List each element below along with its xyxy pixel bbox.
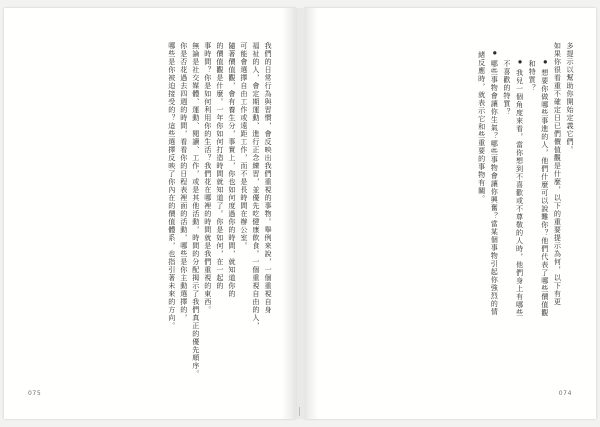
text-column: 我們的日常行為與習慣，會反映出我們重視的事物。舉例來說，一個重視自身 [264,42,273,314]
text-column: 可能會選擇自由工作或遠距工作，而不是長時間在辦公室。 [239,42,249,250]
text-column: 隨著價值觀，會有養生分，事實上，你也如何度過你的時間，就知道你的 [227,42,237,298]
page-left [4,8,296,419]
text-column: 緒反應時，就表示它和些重要的事物有關。 [477,51,487,203]
page-right-textblock [320,42,574,362]
spine-tick-mark [299,407,300,416]
text-column: ● 想要你做哪些事進的人，他們什麼可以說難你？他們代表了哪些價值觀 [541,42,548,380]
book-spine [297,8,304,419]
text-column: 不喜歡的特質？ [502,60,512,116]
text-column: 哪些是你被迫接受的？這些選擇反映了你內在的價值體系，也指引著未來的方向。 [167,42,177,330]
page-number-right: 074 [558,390,572,397]
page-left-textblock [20,42,273,378]
text-column: 如果你很看重不確定日已們價值觀是什麼，以下的重要提示為何，以下有更 [553,42,563,306]
page-right [304,8,596,419]
text-column: 無論是社交媒體、運動、閱讀、工作，或是其他活動，時間的分配揭示了我們真正的優先順序。 [191,42,201,378]
text-column: 多提示以幫助你開始定義它們。 [566,42,575,154]
text-column: 福祉的人，會定期運動、進行正念練習，並優先吃健康飲食。一個重視自由的人， [251,42,261,330]
text-column: ● 我兒一個角度來看，當你想到不喜歡或不尊敬的人時，他們身上有哪些 [516,42,523,380]
text-column: ● 哪些事物會讓你生氣？哪些事物會讓你興奮？當某個事物引起你強烈的情 [491,42,498,371]
text-column: 你是否花過去四週的時間，看看你的日程表裡面的活動，哪些是你主動選擇的， [179,42,189,322]
text-column: 事時間？你是如何利用你的生活？我們花在哪裡的時間就是我們重視的東西。 [203,42,213,314]
page-number-left: 075 [28,390,42,397]
text-column: 和特質？ [528,60,538,92]
text-column: 的價值觀是什麼。一年你如何打造時間就知道了。你是如何，在一起的 [215,42,225,290]
